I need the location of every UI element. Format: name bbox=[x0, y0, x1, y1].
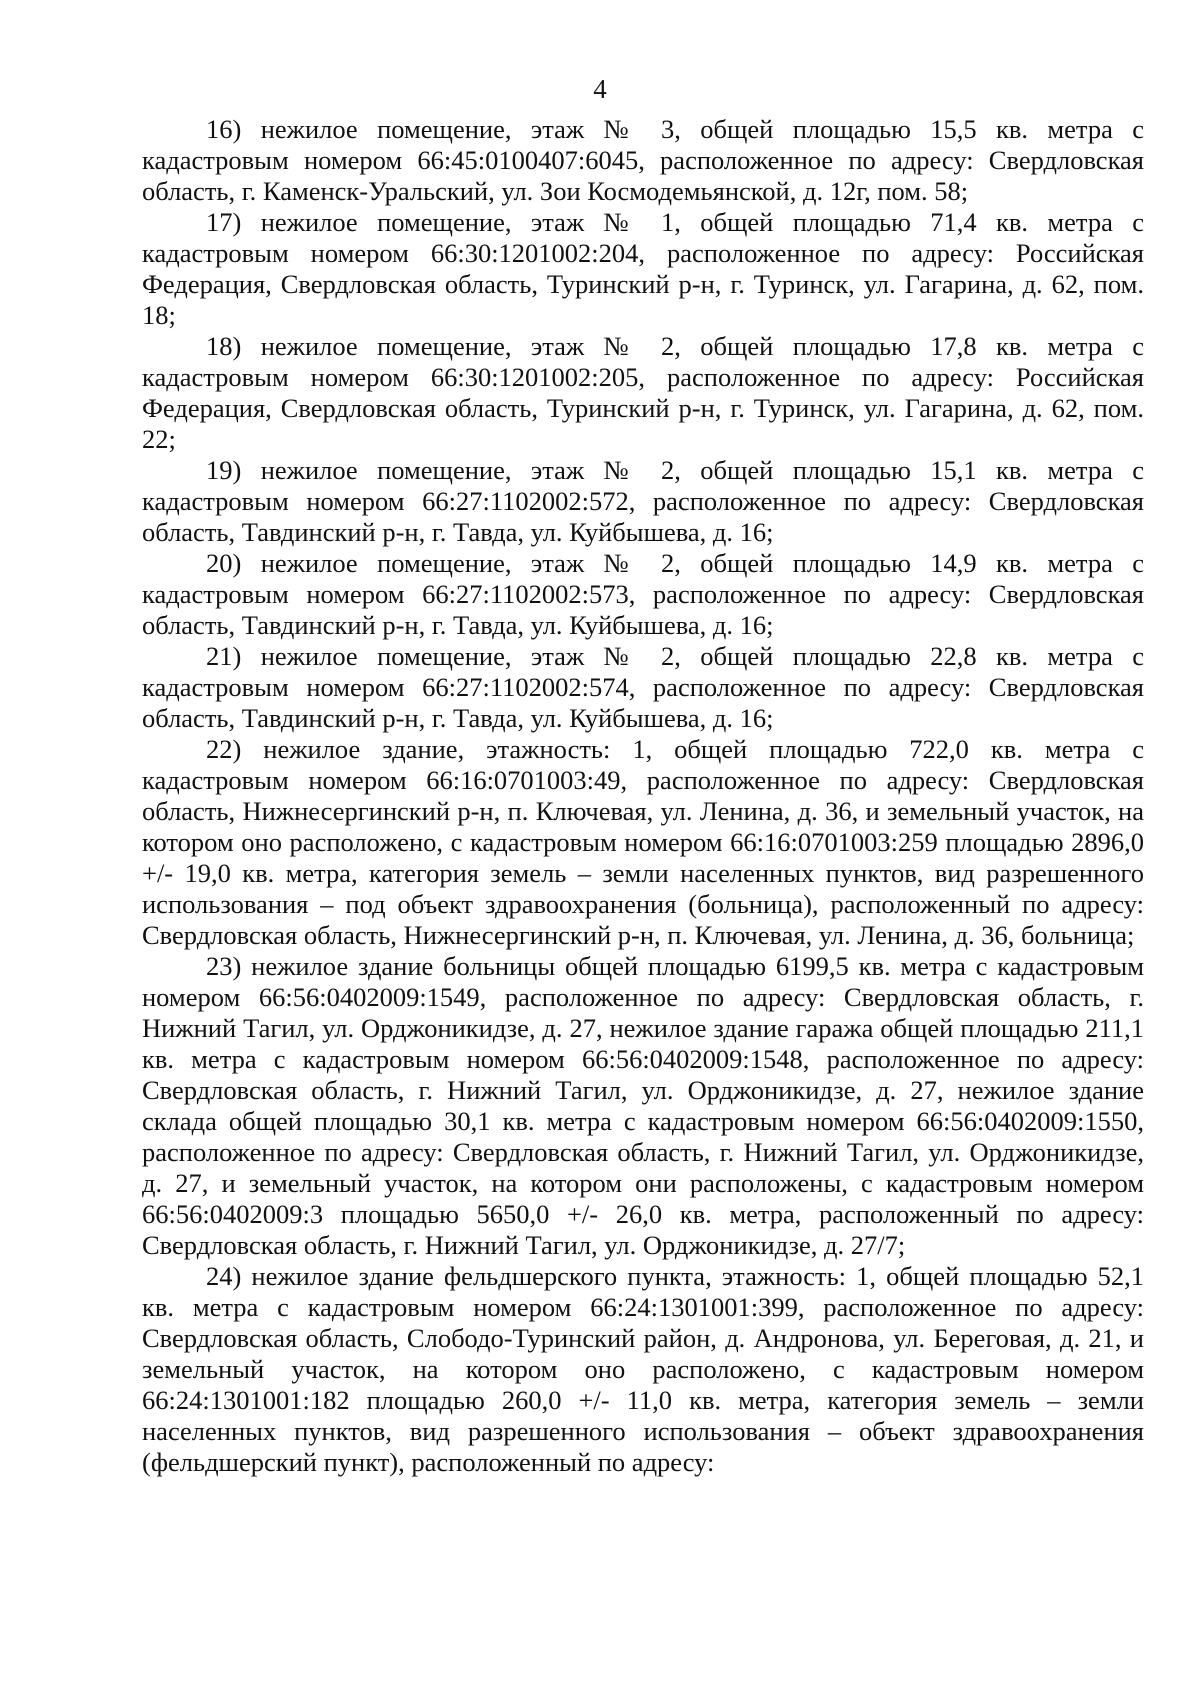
list-item: 18) нежилое помещение, этаж № 2, общей площадью 17,8 кв. метра с кадастровым номером 66:30:1201002:205, расположенное по адресу: Российская Федерация, Свердловская область, Туринский р-н, г. Туринск, ул. Гагарина, д. 62, пом. 22; bbox=[142, 331, 1144, 454]
list-item: 24) нежилое здание фельдшерского пункта, этажность: 1, общей площадью 52,1 кв. метра с кадастровым номером 66:24:1301001:399, расположенное по адресу: Свердловская область, Слободо-Туринский район, д. Андронова, ул. Береговая, д. 21, и земельный участок, на котором оно расположено, с кадастровым номером 66:24:1301001:182 площадью 260,0 +/- 11,0 кв. метра, категория земель – земли населенных пунктов, вид разрешенного использования – объект здравоохранения (фельдшерский пункт), расположенный по адресу: bbox=[142, 1261, 1144, 1477]
page-number: 4 bbox=[593, 74, 607, 104]
list-item: 19) нежилое помещение, этаж № 2, общей площадью 15,1 кв. метра с кадастровым номером 66:27:1102002:572, расположенное по адресу: Свердловская область, Тавдинский р-н, г. Тавда, ул. Куйбышева, д. 16; bbox=[142, 455, 1144, 547]
list-item: 22) нежилое здание, этажность: 1, общей площадью 722,0 кв. метра с кадастровым номером 66:16:0701003:49, расположенное по адресу: Свердловская область, Нижнесергинский р-н, п. Ключевая, ул. Ленина, д. 36, и земельный участок, на котором оно расположено, с кадастровым номером 66:16:0701003:259 площадью 2896,0 +/- 19,0 кв. метра, категория земель – земли населенных пунктов, вид разрешенного использования – под объект здравоохранения (больница), расположенный по адресу: Свердловская область, Нижнесергинский р-н, п. Ключевая, ул. Ленина, д. 36, больница; bbox=[142, 734, 1144, 950]
list-item: 23) нежилое здание больницы общей площадью 6199,5 кв. метра с кадастровым номером 66:56:0402009:1549, расположенное по адресу: Свердловская область, г. Нижний Тагил, ул. Орджоникидзе, д. 27, нежилое здание гаража общей площадью 211,1 кв. метра с кадастровым номером 66:56:0402009:1548, расположенное по адресу: Свердловская область, г. Нижний Тагил, ул. Орджоникидзе, д. 27, нежилое здание склада общей площадью 30,1 кв. метра с кадастровым номером 66:56:0402009:1550, расположенное по адресу: Свердловская область, г. Нижний Тагил, ул. Орджоникидзе, д. 27, и земельный участок, на котором они расположены, с кадастровым номером 66:56:0402009:3 площадью 5650,0 +/- 26,0 кв. метра, расположенный по адресу: Свердловская область, г. Нижний Тагил, ул. Орджоникидзе, д. 27/7; bbox=[142, 951, 1144, 1260]
list-item: 16) нежилое помещение, этаж № 3, общей площадью 15,5 кв. метра с кадастровым номером 66:45:0100407:6045, расположенное по адресу: Свердловская область, г. Каменск-Уральский, ул. Зои Космодемьянской, д. 12г, пом. 58; bbox=[142, 114, 1144, 206]
list-item: 17) нежилое помещение, этаж № 1, общей площадью 71,4 кв. метра с кадастровым номером 66:30:1201002:204, расположенное по адресу: Российская Федерация, Свердловская область, Туринский р-н, г. Туринск, ул. Гагарина, д. 62, пом. 18; bbox=[142, 207, 1144, 330]
list-item: 20) нежилое помещение, этаж № 2, общей площадью 14,9 кв. метра с кадастровым номером 66:27:1102002:573, расположенное по адресу: Свердловская область, Тавдинский р-н, г. Тавда, ул. Куйбышева, д. 16; bbox=[142, 548, 1144, 640]
document-body bbox=[142, 114, 1144, 1478]
list-item: 21) нежилое помещение, этаж № 2, общей площадью 22,8 кв. метра с кадастровым номером 66:27:1102002:574, расположенное по адресу: Свердловская область, Тавдинский р-н, г. Тавда, ул. Куйбышева, д. 16; bbox=[142, 641, 1144, 733]
